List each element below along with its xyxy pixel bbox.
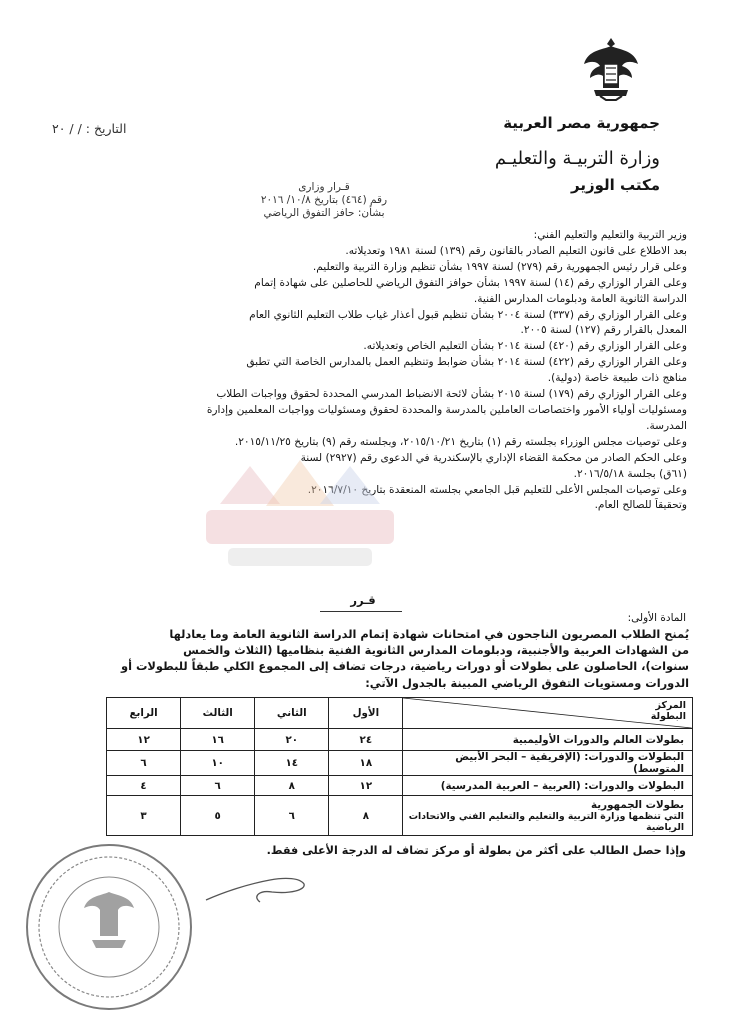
preamble-line: بعد الاطلاع على قانون التعليم الصادر بالقانون رقم (١٣٩) لسنة ١٩٨١ وتعديلاته. bbox=[345, 244, 687, 257]
table-row bbox=[107, 776, 693, 796]
preamble-line: وعلى القرار الوزاري رقم (٣٣٧) لسنة ٢٠٠٤ بشأن تنظيم قبول أعذار غياب طلاب التعليم الثانوي العام bbox=[249, 308, 687, 321]
decree-heading: قـرر bbox=[350, 593, 376, 607]
decree-number: رقم (٤٦٤) بتاريخ ١٠/٨/ ٢٠١٦ bbox=[260, 194, 388, 206]
official-stamp-icon bbox=[22, 840, 197, 1015]
table-row bbox=[107, 729, 693, 751]
row-label bbox=[403, 796, 693, 836]
preamble-line: وعلى القرار الوزاري رقم (٤٢٢) لسنة ٢٠١٤ بشأن ضوابط وتنظيم العمل بالمدارس الخاصة التي تطبق bbox=[246, 356, 687, 369]
cell-value: ٢٤ bbox=[329, 729, 403, 751]
grant-paragraph bbox=[48, 626, 689, 691]
scores-table bbox=[106, 697, 693, 836]
preamble-line: وعلى توصيات مجلس الوزراء بجلسته رقم (١) بتاريخ ٢٠١٥/١٠/٢١، وبجلسته رقم (٩) بتاريخ ٢٠١٥/١١/٢٥. bbox=[234, 435, 687, 448]
row-label-detail: التي تنظمها وزارة التربية والتعليم والتعليم الفني والاتحادات الرياضية bbox=[408, 810, 684, 833]
preamble-line: المدرسة. bbox=[646, 419, 687, 432]
column-header: الثاني bbox=[255, 698, 329, 729]
signature-icon bbox=[200, 870, 310, 910]
table-corner-cell bbox=[403, 698, 693, 729]
preamble-line: وعلى القرار الوزاري رقم (١٤) لسنة ١٩٩٧ بشأن حوافز التفوق الرياضي للحاصلين على شهادة إتمام bbox=[254, 276, 687, 289]
cell-value: ٥ bbox=[181, 796, 255, 836]
preamble-line: وعلى الحكم الصادر من محكمة القضاء الإداري بالإسكندرية في الدعوى رقم (٢٩٢٧) لسنة bbox=[300, 451, 687, 464]
preamble-line: وزير التربية والتعليم والتعليم الفني: bbox=[533, 229, 687, 241]
preamble-line: وعلى توصيات المجلس الأعلى للتعليم قبل الجامعي بجلسته المنعقدة بتاريخ ٢٠١٦/٧/١٠. bbox=[307, 483, 687, 496]
table-row bbox=[107, 796, 693, 836]
cell-value: ٤ bbox=[107, 776, 181, 796]
country-name: جمهورية مصر العربية bbox=[503, 114, 660, 132]
cell-value: ٦ bbox=[255, 796, 329, 836]
preamble-line: الدراسة الثانوية العامة ودبلومات المدارس الفنية. bbox=[473, 292, 687, 305]
diagonal-divider bbox=[403, 698, 692, 728]
row-label: بطولات العالم والدورات الأوليمبية bbox=[403, 729, 693, 751]
corner-label-position: المركز bbox=[655, 700, 686, 711]
watermark-logo-icon bbox=[188, 460, 412, 578]
cell-value: ١٢ bbox=[329, 776, 403, 796]
cell-value: ٨ bbox=[329, 796, 403, 836]
column-header: الثالث bbox=[181, 698, 255, 729]
cell-value: ١٦ bbox=[181, 729, 255, 751]
cell-value: ٦ bbox=[181, 776, 255, 796]
preamble-line: المعدل بالقرار رقم (١٢٧) لسنة ٢٠٠٥. bbox=[520, 324, 687, 337]
ministry-name: وزارة التربيـة والتعليـم bbox=[494, 148, 660, 169]
row-label: البطولات والدورات: (العربية – العربية المدرسية) bbox=[403, 776, 693, 796]
decree-title-block bbox=[244, 181, 404, 220]
preamble-line: وعلى القرار الوزاري رقم (١٧٩) لسنة ٢٠١٥ بشأن لائحة الانضباط المدرسي المحددة لحقوق وواجبات الطلاب bbox=[216, 388, 687, 401]
corner-label-championship: البطولة bbox=[650, 711, 686, 722]
grant-line: يُمنح الطلاب المصريون الناجحون في امتحانات شهادة إتمام الدراسة الثانوية العامة وما يعادلها bbox=[169, 627, 689, 641]
column-header: الرابع bbox=[107, 698, 181, 729]
footnote: وإذا حصل الطالب على أكثر من بطولة أو مركز تضاف له الدرجة الأعلى فقط. bbox=[266, 844, 686, 857]
preamble-line: وعلى قرار رئيس الجمهورية رقم (٢٧٩) لسنة ١٩٩٧ بشأن تنظيم وزارة التربية والتعليم. bbox=[312, 260, 687, 273]
cell-value: ٣ bbox=[107, 796, 181, 836]
grant-line: من الشهادات العربية والأجنبية، ودبلومات المدارس الثانوية الفنية بنظاميها (الثلاث والخمس bbox=[183, 643, 689, 658]
cell-value: ٨ bbox=[255, 776, 329, 796]
date-line: التاريخ : / / ٢٠ bbox=[52, 121, 127, 136]
preamble-line: وعلى القرار الوزاري رقم (٤٢٠) لسنة ٢٠١٤ بشأن التعليم الخاص وتعديلاته. bbox=[363, 340, 687, 353]
cell-value: ١٤ bbox=[255, 751, 329, 776]
cell-value: ١٢ bbox=[107, 729, 181, 751]
preamble-line: ومسئوليات أولياء الأمور واختصاصات العاملين بالمدرسة والمحددة لحقوق ومسئوليات وواجبات المعلمين وإدارة bbox=[206, 403, 687, 416]
heading-underline bbox=[320, 611, 402, 612]
grant-line: سنوات)، الحاصلون على بطولات أو دورات رياضية، درجات تضاف إلى المجموع الكلي طبقاً للبطولات أو bbox=[121, 659, 689, 674]
grant-line: الدورات ومستويات التفوق الرياضي المبينة بالجدول الآتي: bbox=[365, 675, 689, 690]
row-label-title: بطولات الجمهورية bbox=[591, 798, 684, 811]
decree-type: قـرار وزارى bbox=[298, 181, 350, 193]
column-header: الأول bbox=[329, 698, 403, 729]
row-label: البطولات والدورات: (الإفريقية – البحر الأبيض المتوسط) bbox=[403, 751, 693, 776]
table-row bbox=[107, 751, 693, 776]
cell-value: ١٨ bbox=[329, 751, 403, 776]
decree-subject: بشأن: حافز التفوق الرياضي bbox=[263, 207, 385, 219]
eagle-emblem-icon bbox=[582, 36, 640, 102]
cell-value: ٦ bbox=[107, 751, 181, 776]
table-header-row bbox=[107, 698, 693, 729]
cell-value: ٢٠ bbox=[255, 729, 329, 751]
preamble-line: وتحقيقاً للصالح العام. bbox=[594, 499, 687, 512]
office-name: مكتب الوزير bbox=[570, 176, 660, 194]
preamble-line: مناهج ذات طبيعة خاصة (دولية). bbox=[547, 372, 687, 385]
preamble-line: (٦١ق) بجلسة ٢٠١٦/٥/١٨. bbox=[573, 467, 687, 480]
article-label: المادة الأولى: bbox=[627, 612, 686, 624]
cell-value: ١٠ bbox=[181, 751, 255, 776]
